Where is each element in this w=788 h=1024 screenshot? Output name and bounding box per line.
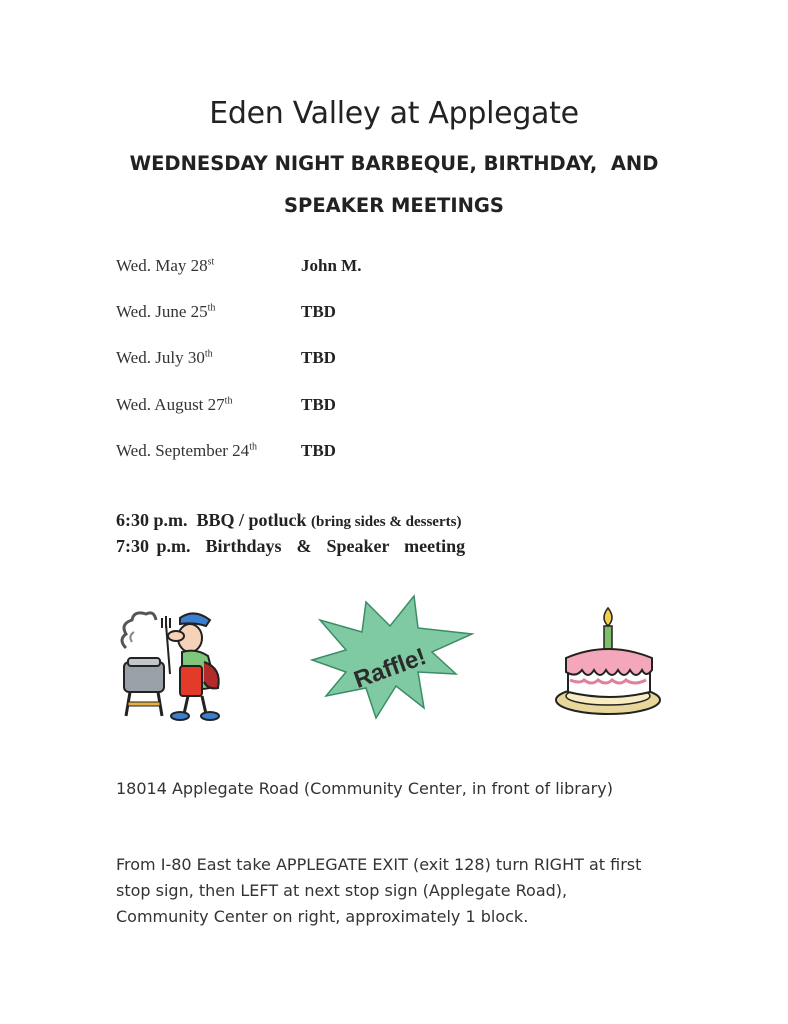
meeting-row <box>116 348 516 372</box>
raffle-burst-icon <box>306 590 478 722</box>
subtitle-line-1: WEDNESDAY NIGHT BARBEQUE, BIRTHDAY, AND <box>129 152 659 175</box>
meeting-speaker: TBD <box>301 395 336 414</box>
directions-line: From I-80 East take APPLEGATE EXIT (exit 128) turn RIGHT at first <box>116 855 642 874</box>
cake-frosting <box>566 649 652 675</box>
meeting-row <box>116 256 516 280</box>
meeting-speaker: TBD <box>301 302 336 321</box>
meeting-speaker: TBD <box>301 348 336 367</box>
grill-chef-icon <box>112 604 248 726</box>
schedule-bbq: 6:30 p.m. BBQ / potluck (bring sides & desserts) <box>116 510 462 530</box>
subtitle-line-2: SPEAKER MEETINGS <box>284 194 504 217</box>
directions-line: Community Center on right, approximately 1 block. <box>116 907 529 926</box>
raffle-label: Raffle! <box>350 643 430 694</box>
meeting-row <box>116 302 516 326</box>
meeting-speaker: TBD <box>301 441 336 460</box>
meeting-date: Wed. September 24th <box>116 441 257 460</box>
directions <box>116 852 676 930</box>
schedule-meeting: 7:30 p.m. Birthdays & Speaker meeting <box>116 536 466 556</box>
directions-line: stop sign, then LEFT at next stop sign (Applegate Road), <box>116 881 568 900</box>
address: 18014 Applegate Road (Community Center, in front of library) <box>116 779 613 798</box>
meeting-date: Wed. June 25th <box>116 302 216 321</box>
page-title: Eden Valley at Applegate <box>209 96 579 131</box>
meeting-row <box>116 395 516 419</box>
meeting-row <box>116 441 516 465</box>
meeting-date: Wed. August 27th <box>116 395 233 414</box>
meeting-date: Wed. July 30th <box>116 348 213 367</box>
meeting-speaker: John M. <box>301 256 362 275</box>
birthday-cake-icon <box>550 604 668 722</box>
schedule-bbq-note: (bring sides & desserts) <box>311 514 462 530</box>
meeting-date: Wed. May 28st <box>116 256 215 275</box>
